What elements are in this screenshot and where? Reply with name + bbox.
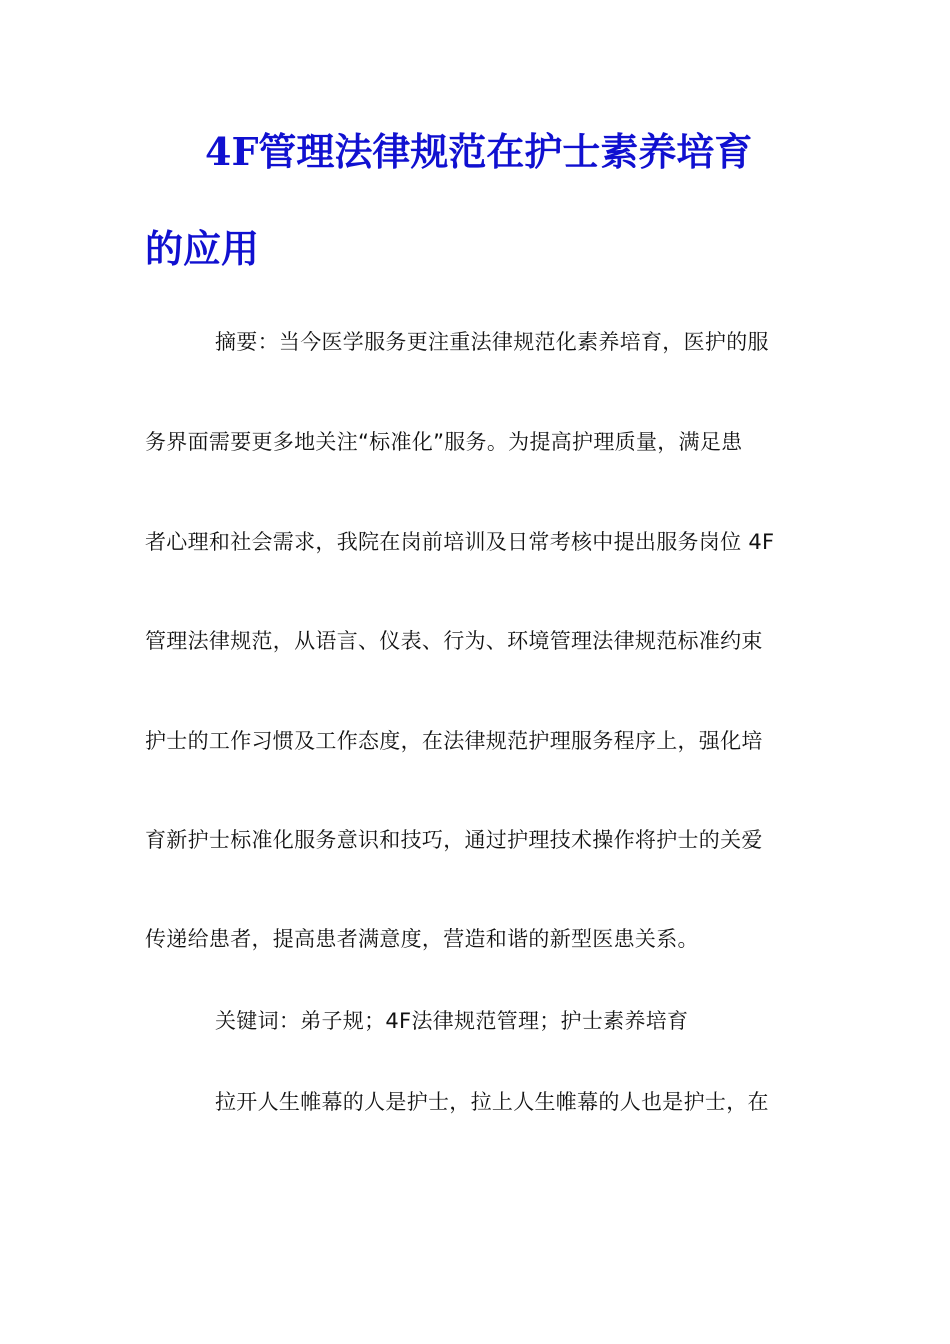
abstract-line-1: 摘要：当今医学服务更注重法律规范化素养培育，医护的服	[215, 330, 769, 354]
abstract-line-6: 育新护士标准化服务意识和技巧，通过护理技术操作将护士的关爱	[145, 828, 763, 852]
keywords-line: 关键词：弟子规；4F法律规范管理；护士素养培育	[215, 1009, 689, 1033]
document-title-line-2: 的应用	[145, 226, 260, 271]
abstract-line-5: 护士的工作习惯及工作态度，在法律规范护理服务程序上，强化培	[145, 729, 763, 753]
abstract-line-3: 者心理和社会需求，我院在岗前培训及日常考核中提出服务岗位 4F	[145, 530, 775, 554]
abstract-line-2: 务界面需要更多地关注“标准化”服务。为提高护理质量，满足患	[145, 430, 743, 454]
abstract-line-7: 传递给患者，提高患者满意度，营造和谐的新型医患关系。	[145, 927, 699, 951]
document-title-line-1: 4F管理法律规范在护士素养培育	[205, 129, 753, 174]
body-paragraph-line-1: 拉开人生帷幕的人是护士，拉上人生帷幕的人也是护士，在	[215, 1090, 769, 1114]
abstract-line-4: 管理法律规范，从语言、仪表、行为、环境管理法律规范标准约束	[145, 629, 763, 653]
